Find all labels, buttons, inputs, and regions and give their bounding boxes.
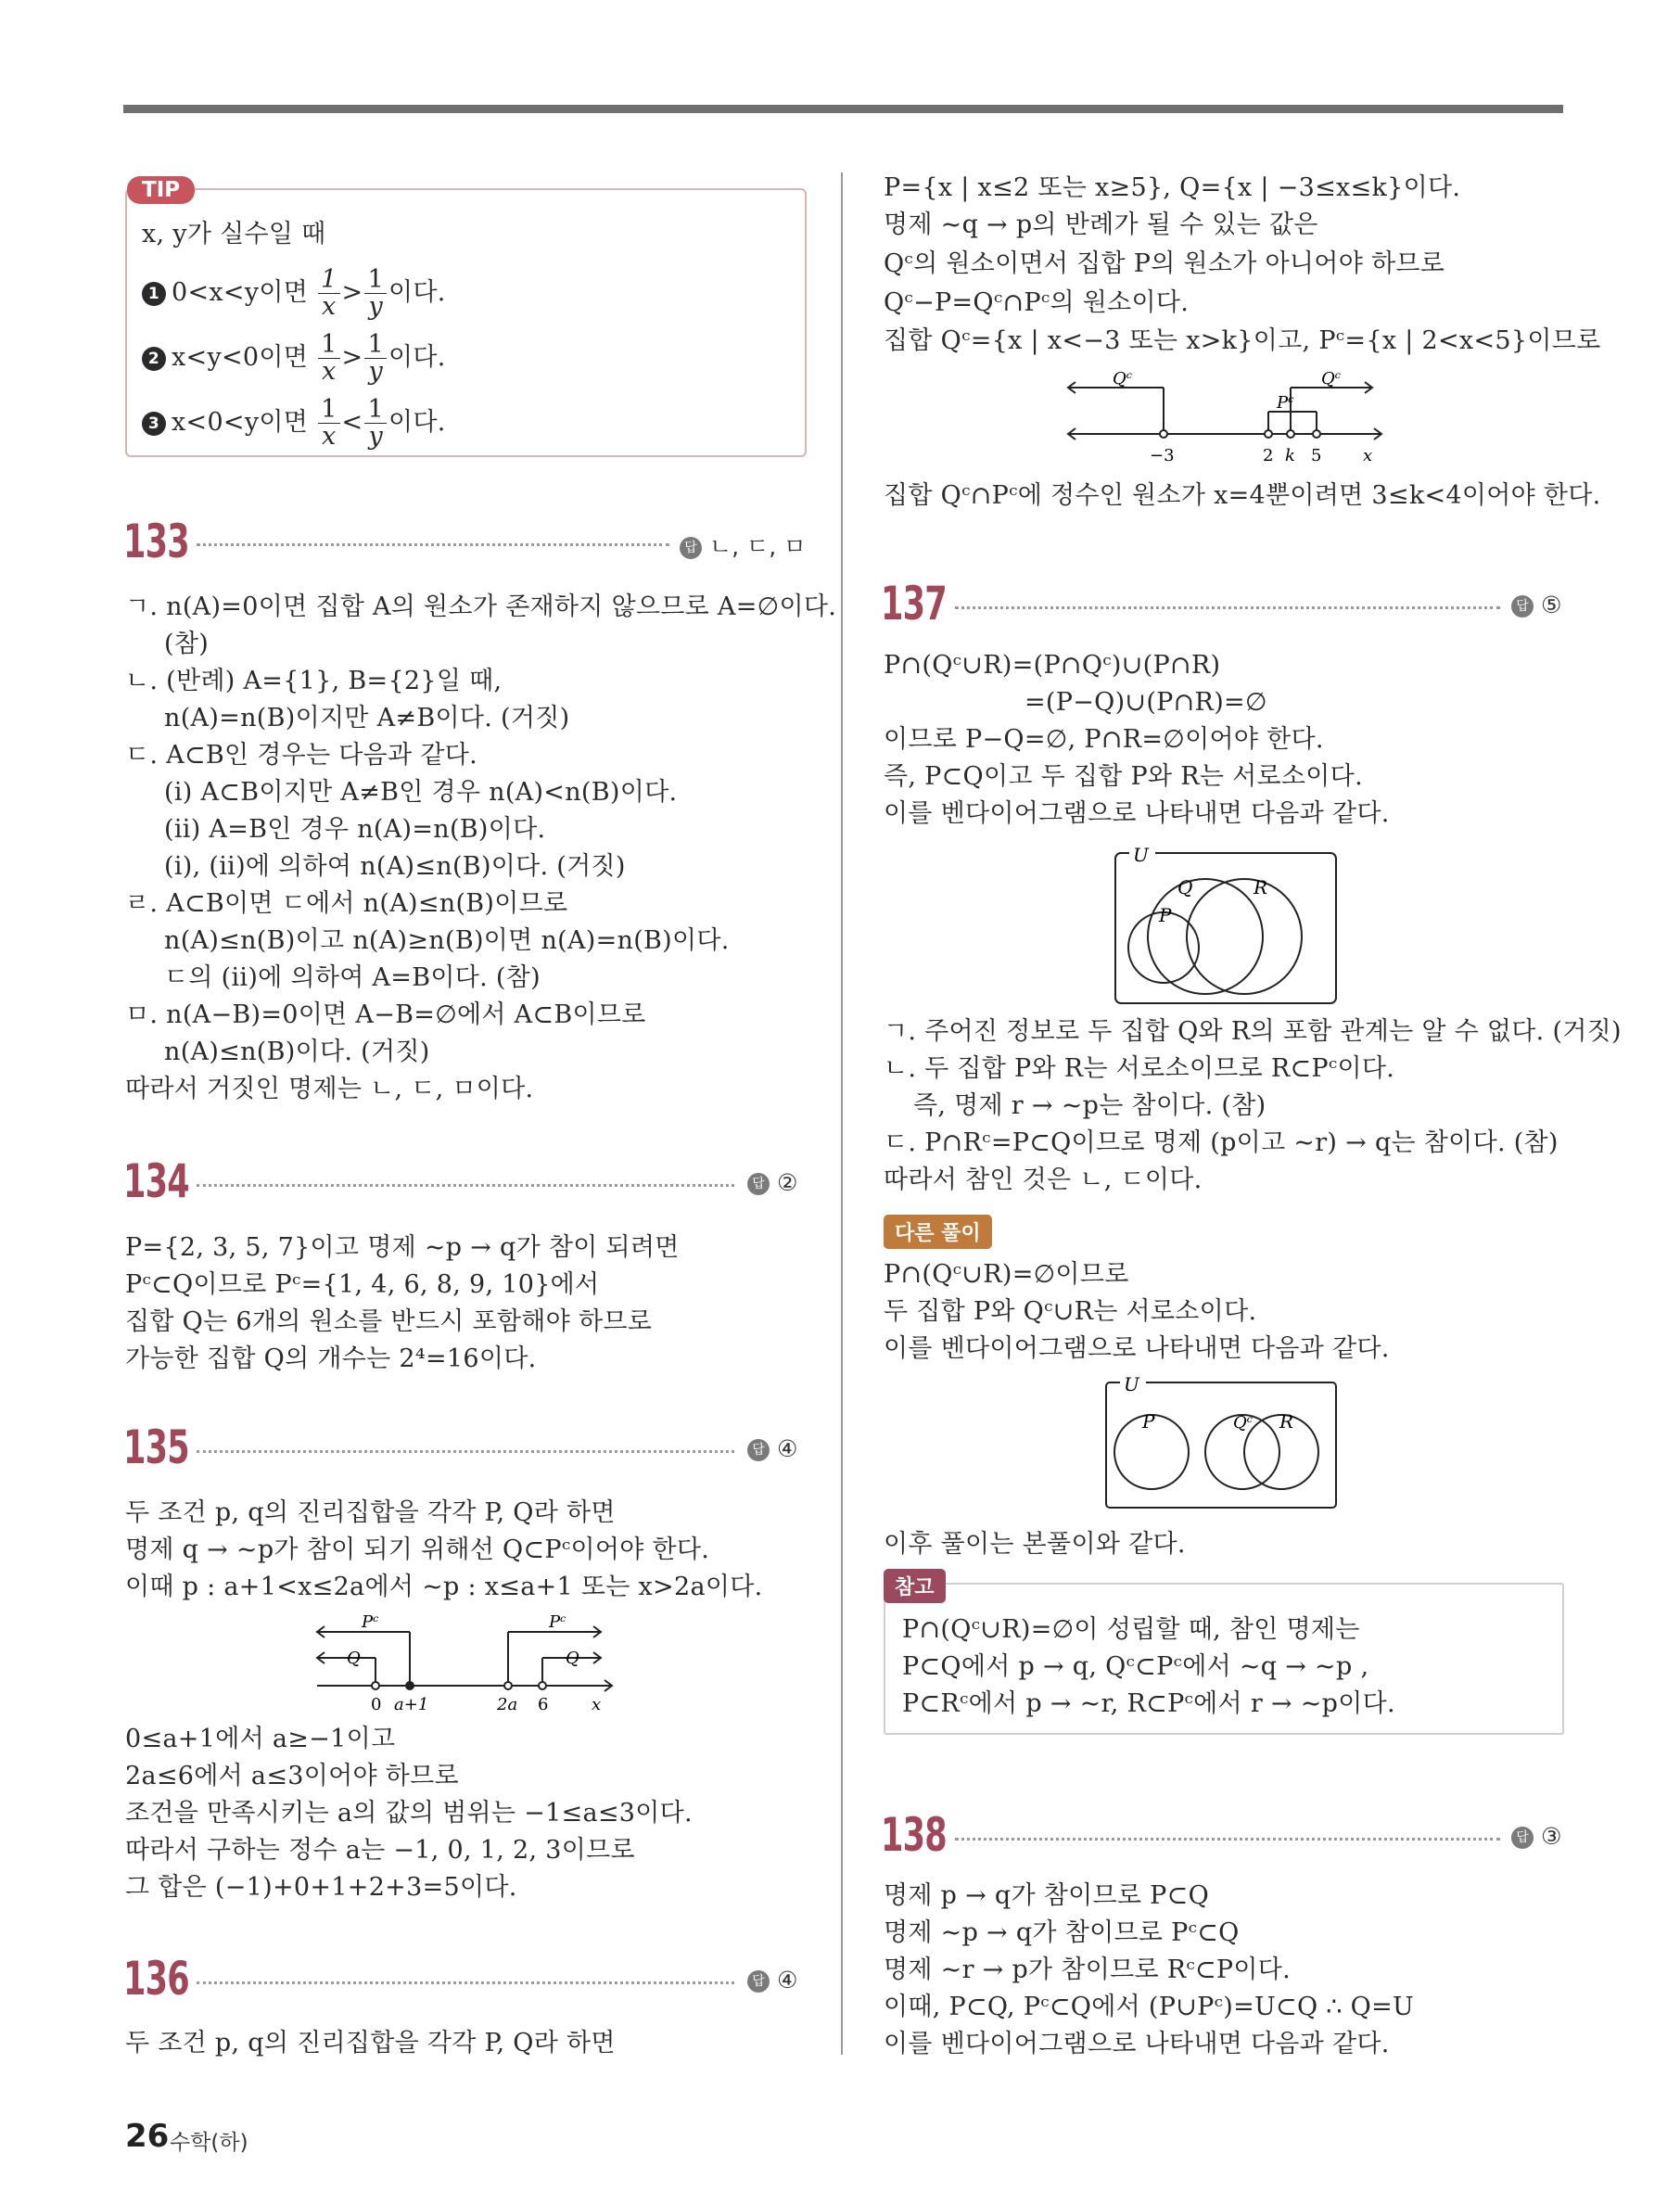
tick-label: 2 [1263, 446, 1274, 465]
text-line: 명제 p → q가 참이므로 P⊂Q [884, 1881, 1210, 1910]
text-line: 가능한 집합 Q의 개수는 2⁴=16이다. [125, 1344, 537, 1373]
text-line: Pᶜ⊂Q이므로 Pᶜ={1, 4, 6, 8, 9, 10}에서 [125, 1270, 600, 1299]
venn-label-universe: U [1124, 1375, 1139, 1395]
number-line-diagram-135 [306, 1613, 621, 1715]
text-line: n(A)≤n(B)이고 n(A)≥n(B)이면 n(A)=n(B)이다. [164, 926, 730, 955]
text-line: 두 조건 p, q의 진리집합을 각각 P, Q라 하면 [125, 2029, 616, 2057]
problem-number: 135 [123, 1420, 189, 1474]
tip-item-2: 2 x<y<0이면 $\frac{1}{x}$ > $\frac{1}{y}$ 이다. [142, 332, 446, 385]
text-line: =(P−Q)∪(P∩R)=∅ [1025, 688, 1267, 717]
diagram-label: Pᶜ [549, 1613, 566, 1632]
problem-number: 133 [123, 515, 189, 568]
number-line-diagram-136 [1057, 371, 1400, 473]
tick-label: 2a [497, 1695, 518, 1714]
text-line: P={2, 3, 5, 7}이고 명제 ~p → q가 참이 되려면 [125, 1233, 680, 1262]
answer-icon: 답 [747, 1439, 770, 1461]
text-line: 두 조건 p, q의 진리집합을 각각 P, Q라 하면 [125, 1498, 616, 1527]
answer-label: 답 ㄴ, ㄷ, ㅁ [680, 529, 806, 562]
numbered-badge-3: 3 [142, 412, 166, 436]
text-line: 이를 벤다이어그램으로 나타내면 다음과 같다. [884, 2030, 1390, 2058]
note-label: 참고 [884, 1569, 946, 1603]
tip-intro: x, y가 실수일 때 [142, 220, 326, 248]
answer-label: 답 ⑤ [1511, 592, 1561, 618]
text-line: 따라서 참인 것은 ㄴ, ㄷ이다. [884, 1166, 1203, 1194]
numbered-badge-2: 2 [142, 347, 166, 371]
diagram-label: Pᶜ [1277, 393, 1294, 413]
text-line: 조건을 만족시키는 a의 값의 범위는 −1≤a≤3이다. [125, 1799, 693, 1828]
text-line: Qᶜ의 원소이면서 집합 P의 원소가 아니어야 하므로 [884, 249, 1445, 278]
venn-label-universe: U [1133, 846, 1149, 866]
text-line: ㄹ. A⊂B이면 ㄷ에서 n(A)≤n(B)이므로 [125, 889, 568, 918]
diagram-label: Qᶜ [1321, 371, 1342, 389]
tick-label: a+1 [394, 1695, 429, 1714]
problem-number: 138 [881, 1808, 947, 1862]
text-line: ㄴ. (반례) A={1}, B={2}일 때, [125, 667, 503, 695]
answer-icon: 답 [1511, 595, 1534, 618]
text-line: 이때 p : a+1<x≤2a에서 ~p : x≤a+1 또는 x>2a이다. [125, 1573, 763, 1601]
text-line: (i), (ii)에 의하여 n(A)≤n(B)이다. (거짓) [164, 852, 626, 881]
tip-label: TIP [127, 176, 195, 204]
alt-solution-label: 다른 풀이 [884, 1215, 992, 1249]
text-line: (참) [164, 630, 210, 658]
top-rule [123, 105, 1563, 113]
answer-icon: 답 [747, 1970, 770, 1993]
text-line: 이므로 P−Q=∅, P∩R=∅이어야 한다. [884, 725, 1324, 754]
answer-label: 답 ② [747, 1169, 797, 1196]
text-line: 이후 풀이는 본풀이와 같다. [884, 1530, 1186, 1559]
tick-label: x [1363, 446, 1373, 465]
text-line: ㄱ. 주어진 정보로 두 집합 Q와 R의 포함 관계는 알 수 없다. (거짓) [884, 1017, 1622, 1046]
page-subject: 수학(하) [170, 2131, 248, 2155]
text-line: (i) A⊂B이지만 A≠B인 경우 n(A)<n(B)이다. [164, 778, 678, 807]
text-line: Qᶜ−P=Qᶜ∩Pᶜ의 원소이다. [884, 288, 1190, 317]
problem-number: 136 [123, 1952, 189, 2006]
answer-label: 답 ④ [747, 1435, 797, 1462]
text-line: 즉, 명제 r → ~p는 참이다. (참) [913, 1091, 1266, 1120]
venn-diagram-1 [1113, 846, 1340, 1008]
answer-label: 답 ④ [747, 1967, 797, 1994]
text-line: ㄷ. P∩Rᶜ=P⊂Q이므로 명제 (p이고 ~r) → q는 참이다. (참) [884, 1128, 1559, 1157]
diagram-label: Q [566, 1649, 579, 1668]
text-line: 집합 Qᶜ={x | x<−3 또는 x>k}이고, Pᶜ={x | 2<x<5}이므로 [884, 326, 1601, 355]
answer-icon: 답 [747, 1173, 770, 1195]
text-line: ㄷ의 (ii)에 의하여 A=B이다. (참) [164, 963, 541, 992]
text-line: 따라서 거짓인 명제는 ㄴ, ㄷ, ㅁ이다. [125, 1075, 534, 1103]
text-line: ㄴ. 두 집합 P와 R는 서로소이므로 R⊂Pᶜ이다. [884, 1054, 1395, 1083]
text-line: 명제 ~p → q가 참이므로 Pᶜ⊂Q [884, 1918, 1240, 1947]
venn-label: R [1254, 876, 1268, 898]
venn-label: Qᶜ [1233, 1413, 1254, 1433]
dotted-leader [955, 1838, 1500, 1841]
numbered-badge-1: 1 [142, 282, 166, 306]
venn-label: P [1142, 1410, 1155, 1433]
tick-label: 5 [1311, 446, 1322, 465]
page-number: 26 [125, 2118, 170, 2155]
text-line: 즉, P⊂Q이고 두 집합 P와 R는 서로소이다. [884, 762, 1363, 791]
tick-label: 6 [538, 1695, 549, 1714]
tick-label: 0 [371, 1695, 382, 1714]
venn-diagram-2 [1103, 1375, 1340, 1512]
text-line: 0≤a+1에서 a≥−1이고 [125, 1725, 396, 1753]
text-line: 명제 ~q → p의 반례가 될 수 있는 값은 [884, 210, 1318, 239]
diagram-label: Q [347, 1649, 361, 1668]
text-line: 2a≤6에서 a≤3이어야 하므로 [125, 1762, 459, 1790]
tip-item-3: 3 x<0<y이면 $\frac{1}{x}$ < $\frac{1}{y}$ 이다. [142, 397, 446, 450]
dotted-leader [955, 606, 1500, 609]
text-line: 이때, P⊂Q, Pᶜ⊂Q에서 (P∪Pᶜ)=U⊂Q ∴ Q=U [884, 1993, 1415, 2021]
dotted-leader [197, 1184, 734, 1187]
answer-label: 답 ③ [1511, 1823, 1561, 1850]
text-line: P⊂Rᶜ에서 p → ~r, R⊂Pᶜ에서 r → ~p이다. [902, 1689, 1395, 1718]
tick-label: k [1285, 446, 1295, 465]
venn-label: R [1279, 1410, 1294, 1433]
tip-item-1: 1 0<x<y이면 $\frac{1}{x}$ > $\frac{1}{y}$ 이다. [142, 267, 446, 320]
text-line: (ii) A=B인 경우 n(A)=n(B)이다. [164, 815, 546, 844]
diagram-label: Pᶜ [362, 1613, 379, 1632]
dotted-leader [197, 1450, 734, 1453]
text-line: 따라서 구하는 정수 a는 −1, 0, 1, 2, 3이므로 [125, 1836, 635, 1865]
text-line: ㄱ. n(A)=0이면 집합 A의 원소가 존재하지 않으므로 A=∅이다. [125, 592, 837, 621]
problem-number: 134 [123, 1154, 189, 1208]
text-line: P∩(Qᶜ∪R)=∅이므로 [884, 1260, 1129, 1289]
tick-label: x [592, 1695, 602, 1714]
text-line: ㅁ. n(A−B)=0이면 A−B=∅에서 A⊂B이므로 [125, 1000, 646, 1029]
column-divider [841, 172, 843, 2055]
text-line: 명제 q → ~p가 참이 되기 위해선 Q⊂Pᶜ이어야 한다. [125, 1535, 710, 1564]
problem-number: 137 [881, 577, 947, 631]
text-line: 집합 Qᶜ∩Pᶜ에 정수인 원소가 x=4뿐이려면 3≤k<4이어야 한다. [884, 481, 1601, 510]
text-line: P={x | x≤2 또는 x≥5}, Q={x | −3≤x≤k}이다. [884, 173, 1461, 202]
text-line: 집합 Q는 6개의 원소를 반드시 포함해야 하므로 [125, 1307, 653, 1336]
text-line: 두 집합 P와 Qᶜ∪R는 서로소이다. [884, 1297, 1257, 1326]
text-line: 이를 벤다이어그램으로 나타내면 다음과 같다. [884, 1334, 1390, 1363]
venn-label: P [1159, 904, 1172, 926]
tick-label: −3 [1150, 446, 1175, 465]
text-line: P∩(Qᶜ∪R)=∅이 성립할 때, 참인 명제는 [902, 1615, 1360, 1644]
text-line: P∩(Qᶜ∪R)=(P∩Qᶜ)∪(P∩R) [884, 651, 1221, 680]
text-line: ㄷ. A⊂B인 경우는 다음과 같다. [125, 741, 477, 770]
venn-label: Q [1177, 876, 1193, 898]
answer-icon: 답 [680, 537, 702, 559]
dotted-leader [197, 1981, 734, 1984]
text-line: n(A)≤n(B)이다. (거짓) [164, 1038, 430, 1066]
text-line: 그 합은 (−1)+0+1+2+3=5이다. [125, 1873, 517, 1902]
text-line: n(A)=n(B)이지만 A≠B이다. (거짓) [164, 704, 570, 732]
answer-icon: 답 [1511, 1827, 1534, 1849]
text-line: 이를 벤다이어그램으로 나타내면 다음과 같다. [884, 799, 1390, 828]
text-line: P⊂Q에서 p → q, Qᶜ⊂Pᶜ에서 ~q → ~p , [902, 1652, 1369, 1681]
text-line: 명제 ~r → p가 참이므로 Rᶜ⊂P이다. [884, 1955, 1292, 1984]
diagram-label: Qᶜ [1113, 371, 1133, 389]
dotted-leader [197, 543, 669, 546]
